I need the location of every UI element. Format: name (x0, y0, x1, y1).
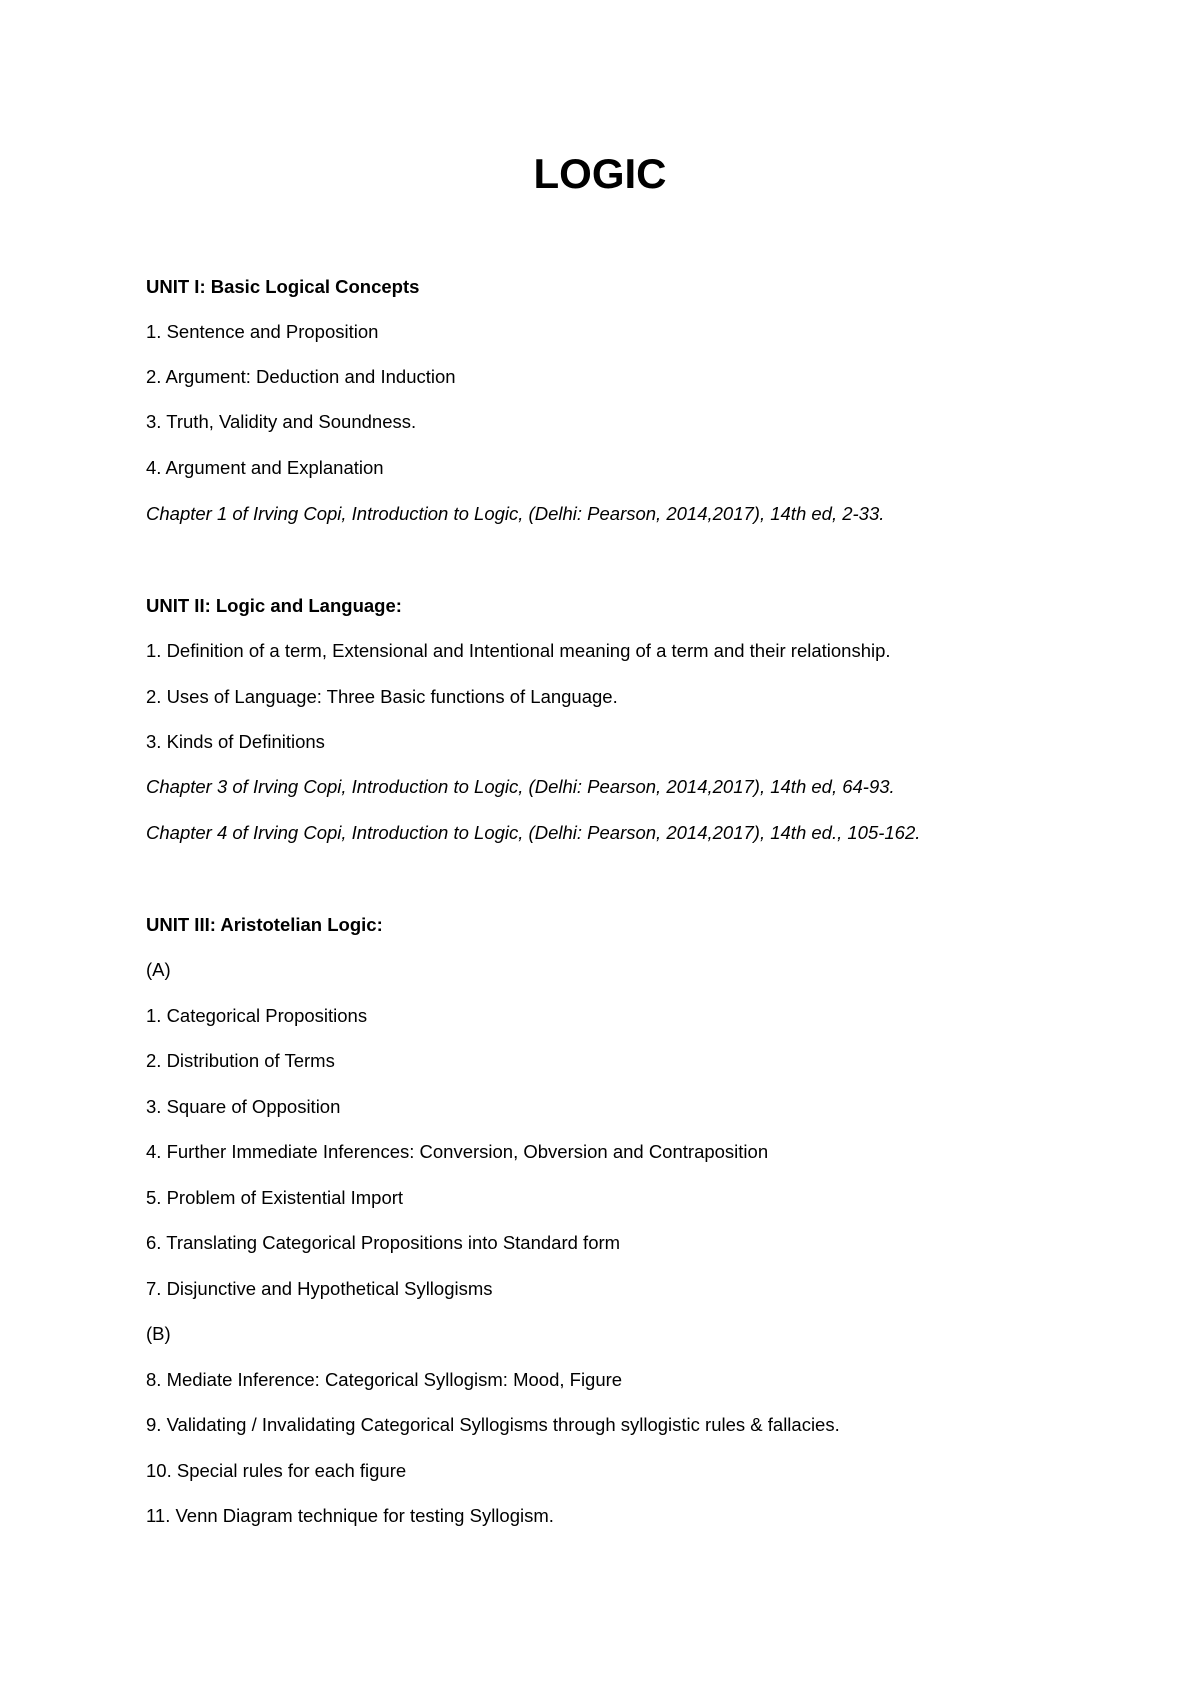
list-item: 1. Sentence and Proposition (146, 321, 379, 342)
chapter-reference: Chapter 3 of Irving Copi, Introduction to Logic, (Delhi: Pearson, 2014,2017), 14th ed, 64-93. (146, 776, 895, 797)
list-item: 5. Problem of Existential Import (146, 1187, 404, 1208)
document-title: LOGIC (533, 150, 667, 197)
list-item: 6. Translating Categorical Propositions into Standard form (146, 1232, 621, 1253)
list-item: 2. Uses of Language: Three Basic functions of Language. (146, 686, 618, 707)
list-item: 7. Disjunctive and Hypothetical Syllogisms (146, 1278, 493, 1299)
unit1-heading: UNIT I: Basic Logical Concepts (146, 276, 420, 297)
list-item: 4. Further Immediate Inferences: Conversion, Obversion and Contraposition (146, 1141, 769, 1162)
list-item: 9. Validating / Invalidating Categorical Syllogisms through syllogistic rules & fallacies. (146, 1414, 840, 1435)
chapter-reference: Chapter 4 of Irving Copi, Introduction to Logic, (Delhi: Pearson, 2014,2017), 14th ed., 105-162. (146, 822, 921, 843)
list-item: 4. Argument and Explanation (146, 457, 384, 478)
list-item: 2. Argument: Deduction and Induction (146, 366, 456, 387)
list-item: 3. Square of Opposition (146, 1096, 341, 1117)
list-item: 11. Venn Diagram technique for testing Syllogism. (146, 1505, 554, 1526)
chapter-reference: Chapter 1 of Irving Copi, Introduction to Logic, (Delhi: Pearson, 2014,2017), 14th ed, 2-33. (146, 503, 885, 524)
list-item: 8. Mediate Inference: Categorical Syllogism: Mood, Figure (146, 1369, 623, 1390)
list-item: 3. Kinds of Definitions (146, 731, 325, 752)
list-item: 1. Categorical Propositions (146, 1005, 368, 1026)
unit2-heading: UNIT II: Logic and Language: (146, 595, 402, 616)
section-label-b: (B) (146, 1323, 171, 1344)
list-item: 10. Special rules for each figure (146, 1460, 407, 1481)
list-item: 2. Distribution of Terms (146, 1050, 335, 1071)
unit3-heading: UNIT III: Aristotelian Logic: (146, 914, 383, 935)
list-item: 3. Truth, Validity and Soundness. (146, 411, 417, 432)
list-item: 1. Definition of a term, Extensional and Intentional meaning of a term and their relationship. (146, 640, 891, 661)
section-label-a: (A) (146, 959, 171, 980)
